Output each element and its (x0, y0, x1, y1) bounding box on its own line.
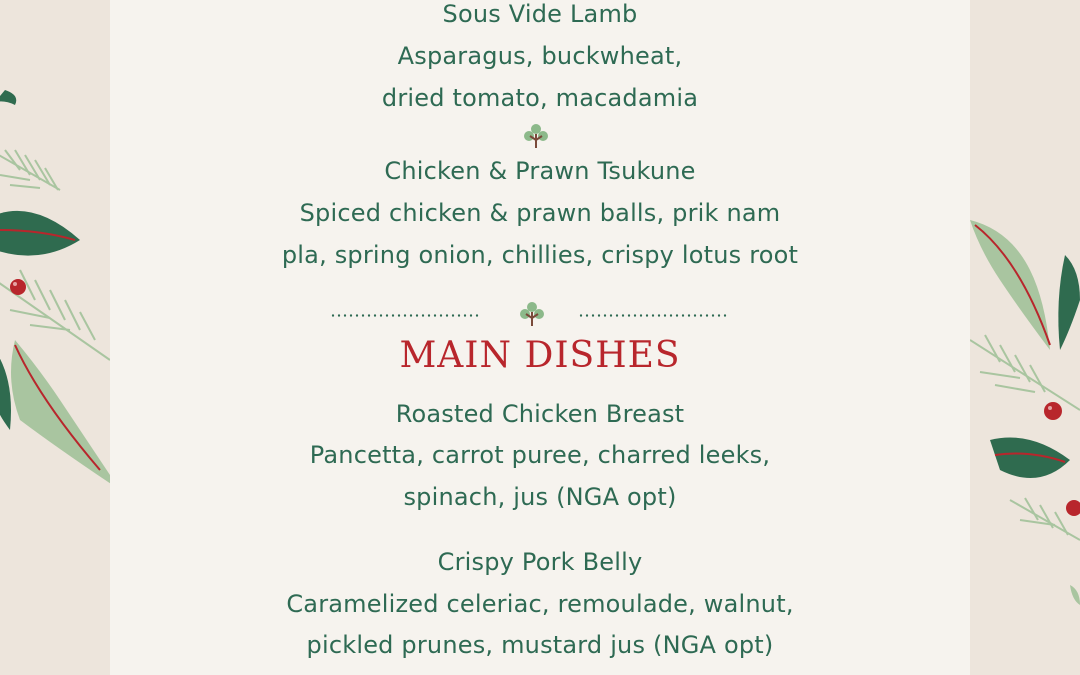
tree-sprig-icon (516, 300, 548, 328)
holly-branch-icon (970, 0, 1080, 675)
left-holly-decoration (0, 0, 110, 675)
dish-description-line: dried tomato, macadamia (381, 84, 699, 112)
dish-description-line: Asparagus, buckwheat, (397, 42, 683, 70)
dish-description-line: spinach, jus (NGA opt) (403, 483, 677, 511)
dish-description-line: Spiced chicken & prawn balls, prik nam (299, 199, 781, 227)
dish-description-line: pickled prunes, mustard jus (NGA opt) (306, 631, 774, 659)
holly-branch-icon (0, 0, 110, 675)
dish-description-line: Caramelized celeriac, remoulade, walnut, (286, 590, 794, 618)
section-heading-main-dishes: MAIN DISHES (399, 335, 681, 376)
tree-sprig-icon (520, 122, 552, 150)
dish-name-crispy-pork-belly: Crispy Pork Belly (437, 548, 643, 576)
dish-description-line: Pancetta, carrot puree, charred leeks, (309, 441, 771, 469)
dotted-divider-left (330, 314, 480, 317)
dish-name-sous-vide-lamb: Sous Vide Lamb (442, 0, 638, 28)
right-holly-decoration (970, 0, 1080, 675)
dish-description-line: pla, spring onion, chillies, crispy lotus root (281, 241, 799, 269)
dish-name-roasted-chicken-breast: Roasted Chicken Breast (395, 400, 685, 428)
menu-panel (110, 0, 970, 675)
dish-name-chicken-prawn-tsukune: Chicken & Prawn Tsukune (384, 157, 696, 185)
dotted-divider-right (578, 314, 728, 317)
